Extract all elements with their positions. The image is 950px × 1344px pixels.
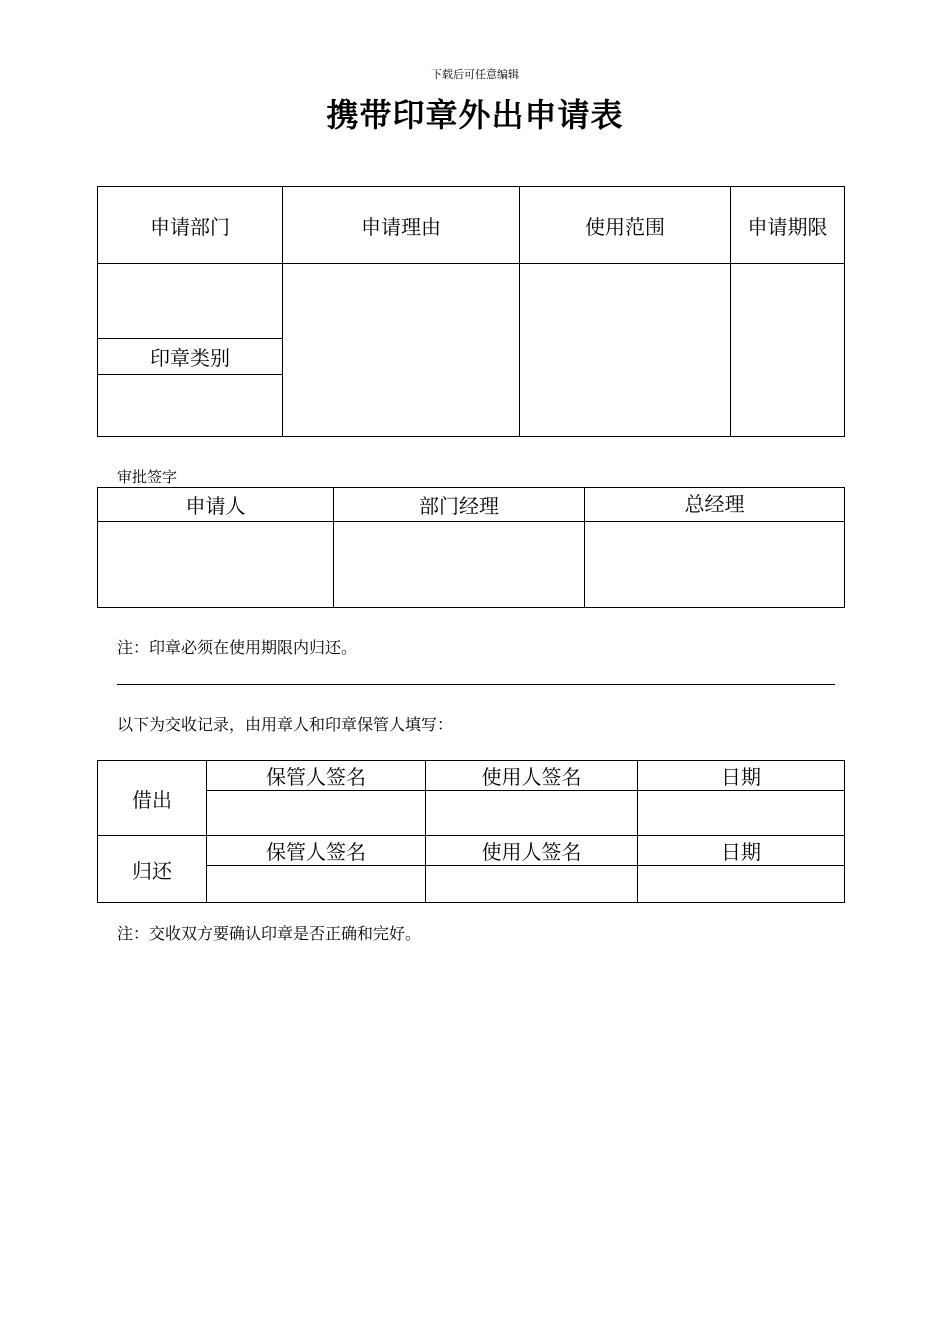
header-applicant: 申请人 [98, 488, 334, 522]
page-title: 携带印章外出申请表 [326, 96, 624, 134]
lend-date-header: 日期 [638, 761, 845, 791]
applicant-signature-cell[interactable] [98, 522, 334, 608]
return-note: 注：印章必须在使用期限内归还。 [117, 638, 358, 657]
lend-date-cell[interactable] [638, 791, 845, 836]
scope-input-cell[interactable] [520, 264, 731, 437]
return-date-cell[interactable] [638, 866, 845, 903]
general-manager-signature-cell[interactable] [585, 522, 845, 608]
return-keeper-header: 保管人签名 [207, 836, 426, 866]
application-table [97, 186, 845, 437]
return-user-signature-cell[interactable] [426, 866, 638, 903]
return-date-header: 日期 [638, 836, 845, 866]
lend-keeper-header: 保管人签名 [207, 761, 426, 791]
return-user-header: 使用人签名 [426, 836, 638, 866]
department-input-cell[interactable] [98, 264, 283, 339]
handover-table [97, 760, 845, 903]
divider-line [117, 684, 835, 685]
approval-table [97, 487, 845, 608]
lend-label: 借出 [98, 761, 207, 836]
lend-user-signature-cell[interactable] [426, 791, 638, 836]
top-note: 下载后可任意编辑 [431, 68, 519, 81]
reason-input-cell[interactable] [283, 264, 520, 437]
header-general-manager: 总经理 [585, 488, 845, 522]
dept-manager-signature-cell[interactable] [334, 522, 585, 608]
header-dept-manager: 部门经理 [334, 488, 585, 522]
header-reason: 申请理由 [283, 187, 520, 264]
seal-type-label: 印章类别 [98, 339, 283, 375]
lend-keeper-signature-cell[interactable] [207, 791, 426, 836]
header-scope: 使用范围 [520, 187, 731, 264]
period-input-cell[interactable] [731, 264, 845, 437]
lend-user-header: 使用人签名 [426, 761, 638, 791]
confirm-note: 注：交收双方要确认印章是否正确和完好。 [117, 924, 422, 943]
return-keeper-signature-cell[interactable] [207, 866, 426, 903]
header-period: 申请期限 [731, 187, 845, 264]
seal-type-input-cell[interactable] [98, 375, 283, 437]
return-label: 归还 [98, 836, 207, 903]
approval-label: 审批签字 [117, 468, 178, 486]
handover-intro: 以下为交收记录，由用章人和印章保管人填写： [117, 715, 454, 734]
header-department: 申请部门 [98, 187, 283, 264]
